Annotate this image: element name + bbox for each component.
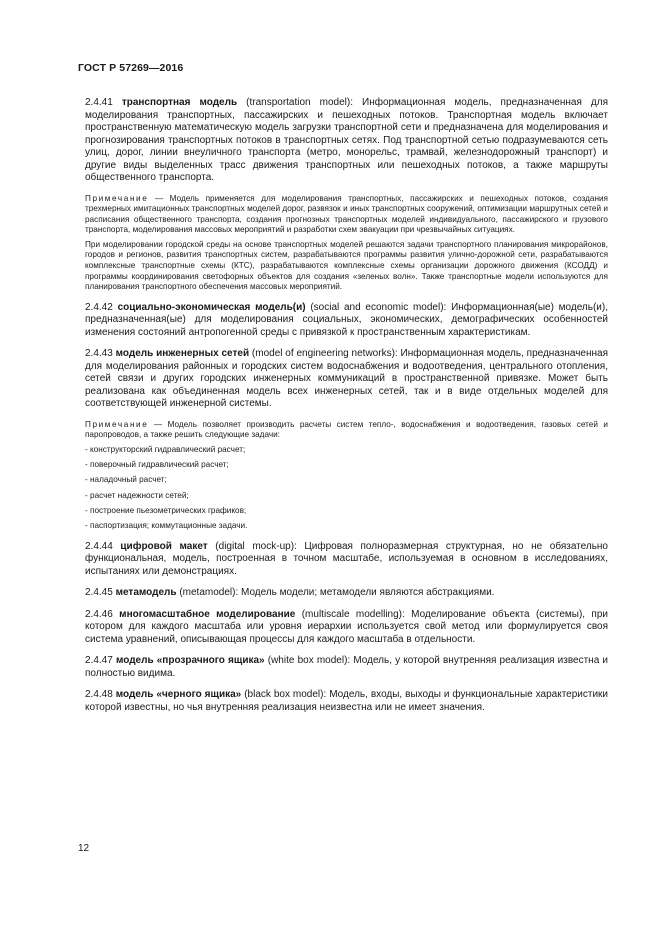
term-name: цифровой макет [120, 540, 208, 552]
term-definition: Цифровая полноразмерная структурная, но не обязательно функциональная, модель, построенная в точном масштабе, используемая в основном в исследованиях, испытаниях или демонстрациях. [85, 540, 608, 577]
term-definition: Модель, у которой внутренняя реализация известна и полностью видима. [85, 655, 608, 679]
list-item: - наладочный расчет; [85, 475, 608, 486]
term-number: 2.4.47 [85, 655, 113, 667]
term-definition: Информационная модель, предназначенная для моделирования районных и городских систем водоснабжения и водоотведения, центрального отопления, сетей связи и других городских инженерных коммуникаций в пространственной привязке. Может быть реализована как объединенная модель всех инженерных сетей, так и в виде отдельных моделей для соответствующей инженерной системы. [85, 348, 609, 410]
term-entry-2-4-48 [85, 689, 608, 714]
term-name: модель «черного ящика» [115, 689, 242, 701]
term-number: 2.4.46 [85, 608, 113, 620]
term-number: 2.4.43 [85, 348, 113, 360]
term-english: (model of engineering networks): [251, 348, 398, 360]
document-body [85, 97, 608, 723]
term-entry-2-4-41 [85, 97, 608, 185]
term-name: транспортная модель [121, 97, 238, 108]
term-number: 2.4.41 [85, 97, 113, 108]
term-entry-2-4-45 [85, 587, 608, 600]
term-name: многомасштабное моделирование [119, 608, 296, 620]
note-paragraph-2: При моделировании городской среды на основе транспортных моделей решаются задачи транспортного планирования микрорайонов, городов и регионов, развития транспортных систем, разрабатываются программы развития улично-дорожной сети, разрабатываются комплексные транспортные схемы (КТС), разрабатываются комплексные схемы организации дорожного движения (КСОДД) и программы координирования светофорных объектов для создания «зеленых волн». Также транспортные модели используются для планирования транспортного обеспечения массовых мероприятий. [85, 239, 608, 292]
term-english: (transportation model): [246, 97, 353, 108]
term-definition: Моделирование объекта (системы), при котором для каждого масштаба или уровня иерархии используется свой метод или формулируется своя система уравнений, описывающая процессы для каждого масштаба в отдельности. [85, 608, 608, 645]
term-definition: Модель модели; метамодели являются абстракциями. [241, 587, 495, 599]
term-definition: Модель, входы, выходы и функциональные характеристики которой известны, но чья внутренняя реализация неизвестна или не имеет значения. [85, 689, 609, 713]
list-item: - построение пьезометрических графиков; [85, 506, 608, 517]
term-entry-2-4-42 [85, 302, 608, 340]
term-english: (black box model): [244, 689, 327, 701]
term-english: (white box model): [267, 655, 351, 667]
list-item: - конструкторский гидравлический расчет; [85, 445, 608, 456]
page-header-standard: ГОСТ Р 57269—2016 [78, 62, 184, 74]
term-english: (multiscale modelling): [301, 608, 405, 620]
list-item: - паспортизация; коммутационные задачи. [85, 521, 608, 532]
note-paragraph [85, 194, 608, 236]
note-text: — Модель позволяет производить расчеты систем тепло-, водоснабжения и водоотведения, газовых сетей и паропроводов, а также решить следующие задачи: [85, 419, 608, 440]
note-text: — Модель применяется для моделирования транспортных, пассажирских и пешеходных потоков, создания трехмерных имитационных транспортных моделей дорог, развязок и иных транспортных сооружений, оптимизации маршрутных сетей и расписания общественного транспорта, создания прогнозных транспортных моделей индивидуального, пассажирского и грузового транспорта, моделирования массовых мероприятий и разработки схем эвакуации при чрезвычайных ситуациях. [85, 193, 608, 235]
page-number: 12 [78, 843, 90, 854]
term-english: (digital mock-up): [215, 540, 297, 552]
term-name: модель «прозрачного ящика» [115, 655, 265, 667]
note-transport-model [85, 194, 608, 293]
term-definition: Информационная модель, предназначенная для моделирования транспортных, пассажирских и пешеходных потоков. Транспортная модель включает пространственную математическую модель загрузки транспортной сети и предназначена для моделирования и прогнозирования транспортных потоков в транспортных сетях. Под транспортной сетью подразумеваются сеть улиц, дорог, линии внеуличного транспорта (метро, монорельс, трамвай, железнодорожный транспорт) и другие виды выделенных трасс движения транспортных или пешеходных потоков, а также маршруты общественного транспорта. [85, 97, 608, 183]
term-definition: Информационная(ые) модель(и), предназначенная(ые) для моделирования социальных, экономических, демографических особенностей изменения состояний антропогенной среды с привязкой к пространственным характеристикам. [85, 301, 609, 338]
term-entry-2-4-43 [85, 348, 608, 411]
list-item: - поверочный гидравлический расчет; [85, 460, 608, 471]
term-number: 2.4.45 [85, 587, 113, 599]
term-english: (metamodel): [179, 587, 239, 599]
task-list [85, 445, 608, 532]
term-name: модель инженерных сетей [115, 348, 250, 360]
term-number: 2.4.42 [85, 301, 113, 313]
term-name: социально-экономическая модель(и) [117, 301, 306, 313]
term-number: 2.4.48 [85, 689, 113, 701]
term-english: (social and economic model): [310, 301, 447, 313]
term-name: метамодель [115, 587, 177, 599]
note-engineering-networks [85, 420, 608, 441]
note-label: Примечание [85, 419, 149, 429]
note-label: Примечание [85, 193, 149, 203]
term-entry-2-4-46 [85, 609, 608, 647]
term-entry-2-4-47 [85, 655, 608, 680]
list-item: - расчет надежности сетей; [85, 491, 608, 502]
term-entry-2-4-44 [85, 541, 608, 579]
term-number: 2.4.44 [85, 540, 113, 552]
